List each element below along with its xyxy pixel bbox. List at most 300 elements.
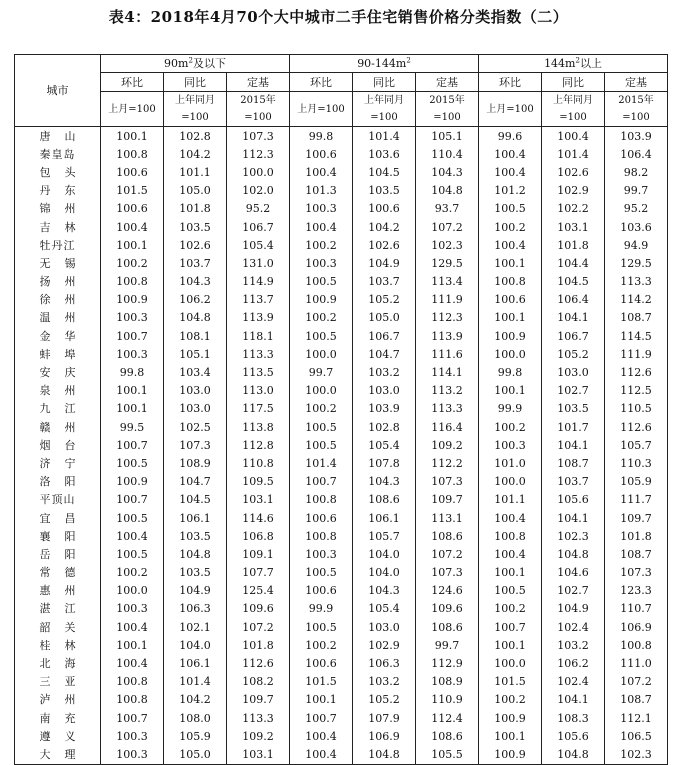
index-value: 100.3 bbox=[290, 200, 353, 218]
index-value: 104.1 bbox=[542, 691, 605, 709]
index-value: 107.3 bbox=[416, 473, 479, 491]
index-value: 100.1 bbox=[479, 564, 542, 582]
index-value: 100.1 bbox=[101, 400, 164, 418]
index-value: 100.4 bbox=[290, 218, 353, 236]
city-name: 烟台 bbox=[15, 436, 101, 454]
index-value: 100.4 bbox=[101, 527, 164, 545]
index-value: 108.6 bbox=[353, 491, 416, 509]
table-row bbox=[15, 309, 668, 327]
city-name: 洛阳 bbox=[15, 473, 101, 491]
index-value: 100.3 bbox=[101, 600, 164, 618]
index-value: 103.0 bbox=[164, 382, 227, 400]
table-row bbox=[15, 145, 668, 163]
index-value: 99.8 bbox=[101, 363, 164, 381]
index-value: 100.4 bbox=[542, 127, 605, 146]
city-name: 徐州 bbox=[15, 291, 101, 309]
table-row bbox=[15, 200, 668, 218]
table-row bbox=[15, 564, 668, 582]
index-value: 100.6 bbox=[290, 582, 353, 600]
index-value: 100.0 bbox=[479, 345, 542, 363]
index-value: 114.6 bbox=[227, 509, 290, 527]
city-name: 蚌埠 bbox=[15, 345, 101, 363]
city-name: 宜昌 bbox=[15, 509, 101, 527]
index-value: 104.1 bbox=[542, 509, 605, 527]
index-value: 100.6 bbox=[101, 163, 164, 181]
table-body bbox=[15, 127, 668, 765]
index-value: 100.1 bbox=[479, 309, 542, 327]
index-value: 99.7 bbox=[416, 636, 479, 654]
index-value: 100.8 bbox=[479, 273, 542, 291]
index-value: 113.1 bbox=[416, 509, 479, 527]
index-value: 106.3 bbox=[353, 654, 416, 672]
index-value: 100.8 bbox=[290, 527, 353, 545]
index-value: 104.8 bbox=[416, 182, 479, 200]
index-value: 103.6 bbox=[605, 218, 668, 236]
table-row bbox=[15, 709, 668, 727]
index-value: 106.7 bbox=[542, 327, 605, 345]
index-value: 100.0 bbox=[290, 382, 353, 400]
index-value: 100.4 bbox=[290, 163, 353, 181]
index-value: 100.5 bbox=[290, 564, 353, 582]
index-value: 113.5 bbox=[227, 363, 290, 381]
index-value: 113.3 bbox=[227, 345, 290, 363]
index-value: 125.4 bbox=[227, 582, 290, 600]
index-value: 103.7 bbox=[353, 273, 416, 291]
base-mom: 上月=100 bbox=[479, 92, 542, 127]
index-value: 107.2 bbox=[227, 618, 290, 636]
index-value: 100.4 bbox=[479, 163, 542, 181]
index-value: 110.5 bbox=[605, 400, 668, 418]
index-value: 105.4 bbox=[227, 236, 290, 254]
table-row bbox=[15, 236, 668, 254]
index-value: 112.6 bbox=[605, 418, 668, 436]
index-value: 100.1 bbox=[290, 691, 353, 709]
index-value: 108.1 bbox=[164, 327, 227, 345]
index-value: 104.3 bbox=[416, 163, 479, 181]
index-value: 107.3 bbox=[416, 564, 479, 582]
index-value: 111.7 bbox=[605, 491, 668, 509]
index-value: 107.2 bbox=[416, 545, 479, 563]
index-value: 104.1 bbox=[542, 309, 605, 327]
index-value: 101.1 bbox=[479, 491, 542, 509]
index-value: 100.5 bbox=[290, 327, 353, 345]
index-value: 102.6 bbox=[164, 236, 227, 254]
base-fixed: 2015年=100 bbox=[605, 92, 668, 127]
base-mom: 上月=100 bbox=[290, 92, 353, 127]
index-value: 107.8 bbox=[353, 454, 416, 472]
index-value: 100.6 bbox=[290, 654, 353, 672]
index-value: 108.9 bbox=[416, 673, 479, 691]
index-value: 106.1 bbox=[164, 509, 227, 527]
index-value: 100.6 bbox=[290, 509, 353, 527]
index-value: 113.9 bbox=[227, 309, 290, 327]
index-value: 110.9 bbox=[416, 691, 479, 709]
table-row bbox=[15, 673, 668, 691]
index-value: 106.7 bbox=[227, 218, 290, 236]
table-row bbox=[15, 254, 668, 272]
index-value: 112.6 bbox=[227, 654, 290, 672]
index-value: 103.5 bbox=[542, 400, 605, 418]
index-value: 105.9 bbox=[164, 727, 227, 745]
index-value: 104.9 bbox=[542, 600, 605, 618]
index-value: 101.7 bbox=[542, 418, 605, 436]
index-value: 104.6 bbox=[542, 564, 605, 582]
subcol-fixed: 定基 bbox=[605, 73, 668, 92]
index-value: 103.7 bbox=[164, 254, 227, 272]
index-value: 100.5 bbox=[290, 436, 353, 454]
index-value: 100.3 bbox=[290, 254, 353, 272]
index-value: 100.0 bbox=[290, 345, 353, 363]
index-value: 110.4 bbox=[416, 145, 479, 163]
index-value: 100.5 bbox=[101, 545, 164, 563]
index-value: 123.3 bbox=[605, 582, 668, 600]
index-value: 104.7 bbox=[164, 473, 227, 491]
table-row bbox=[15, 618, 668, 636]
index-value: 105.0 bbox=[353, 309, 416, 327]
city-name: 丹东 bbox=[15, 182, 101, 200]
index-value: 100.9 bbox=[101, 473, 164, 491]
table-row bbox=[15, 491, 668, 509]
city-name: 襄阳 bbox=[15, 527, 101, 545]
index-value: 100.5 bbox=[290, 618, 353, 636]
table-row bbox=[15, 727, 668, 745]
index-value: 108.0 bbox=[164, 709, 227, 727]
index-value: 103.0 bbox=[353, 618, 416, 636]
index-value: 99.6 bbox=[479, 127, 542, 146]
index-value: 104.0 bbox=[353, 564, 416, 582]
index-value: 108.7 bbox=[605, 309, 668, 327]
group-header-medium: $90-144m^2$ bbox=[290, 55, 479, 73]
index-value: 100.8 bbox=[101, 673, 164, 691]
index-value: 103.5 bbox=[353, 182, 416, 200]
index-value: 95.2 bbox=[227, 200, 290, 218]
index-value: 98.2 bbox=[605, 163, 668, 181]
index-value: 107.3 bbox=[164, 436, 227, 454]
index-value: 105.1 bbox=[164, 345, 227, 363]
index-value: 105.2 bbox=[353, 691, 416, 709]
index-value: 100.6 bbox=[290, 145, 353, 163]
index-value: 106.2 bbox=[542, 654, 605, 672]
table-row bbox=[15, 636, 668, 654]
index-value: 105.1 bbox=[416, 127, 479, 146]
index-value: 105.0 bbox=[164, 182, 227, 200]
index-value: 108.7 bbox=[605, 545, 668, 563]
index-value: 105.5 bbox=[416, 745, 479, 764]
index-value: 103.2 bbox=[542, 636, 605, 654]
index-value: 104.7 bbox=[353, 345, 416, 363]
subcol-yoy: 同比 bbox=[164, 73, 227, 92]
index-value: 100.4 bbox=[479, 509, 542, 527]
table-row bbox=[15, 163, 668, 181]
index-value: 112.1 bbox=[605, 709, 668, 727]
index-value: 103.5 bbox=[164, 218, 227, 236]
index-value: 104.3 bbox=[353, 473, 416, 491]
city-name: 温州 bbox=[15, 309, 101, 327]
index-value: 95.2 bbox=[605, 200, 668, 218]
city-name: 锦州 bbox=[15, 200, 101, 218]
index-value: 104.0 bbox=[164, 636, 227, 654]
city-name: 桂林 bbox=[15, 636, 101, 654]
index-value: 104.0 bbox=[353, 545, 416, 563]
index-value: 100.8 bbox=[479, 527, 542, 545]
index-value: 118.1 bbox=[227, 327, 290, 345]
index-value: 102.2 bbox=[542, 200, 605, 218]
index-value: 100.9 bbox=[479, 327, 542, 345]
index-value: 111.0 bbox=[605, 654, 668, 672]
index-value: 101.5 bbox=[101, 182, 164, 200]
table-row bbox=[15, 582, 668, 600]
city-name: 惠州 bbox=[15, 582, 101, 600]
index-value: 104.5 bbox=[164, 491, 227, 509]
index-value: 102.9 bbox=[542, 182, 605, 200]
index-value: 100.4 bbox=[479, 236, 542, 254]
index-value: 100.8 bbox=[101, 145, 164, 163]
index-value: 102.7 bbox=[542, 582, 605, 600]
index-value: 111.9 bbox=[605, 345, 668, 363]
city-name: 大理 bbox=[15, 745, 101, 764]
index-value: 100.1 bbox=[101, 127, 164, 146]
index-value: 100.2 bbox=[290, 400, 353, 418]
index-value: 104.1 bbox=[542, 436, 605, 454]
index-value: 113.3 bbox=[416, 400, 479, 418]
city-name: 泸州 bbox=[15, 691, 101, 709]
index-value: 102.3 bbox=[542, 527, 605, 545]
index-value: 100.2 bbox=[101, 254, 164, 272]
index-value: 106.3 bbox=[164, 600, 227, 618]
city-name: 南充 bbox=[15, 709, 101, 727]
index-value: 108.6 bbox=[416, 527, 479, 545]
index-value: 100.7 bbox=[101, 436, 164, 454]
base-yoy: 上年同月=100 bbox=[164, 92, 227, 127]
table-row bbox=[15, 418, 668, 436]
index-value: 103.9 bbox=[605, 127, 668, 146]
index-value: 100.4 bbox=[290, 745, 353, 764]
index-value: 100.0 bbox=[479, 654, 542, 672]
index-value: 100.4 bbox=[101, 218, 164, 236]
index-value: 109.7 bbox=[605, 509, 668, 527]
index-value: 99.8 bbox=[479, 363, 542, 381]
index-value: 113.8 bbox=[227, 418, 290, 436]
index-value: 100.2 bbox=[479, 691, 542, 709]
subcol-mom: 环比 bbox=[479, 73, 542, 92]
city-name: 济宁 bbox=[15, 454, 101, 472]
subcol-yoy: 同比 bbox=[353, 73, 416, 92]
index-value: 101.0 bbox=[479, 454, 542, 472]
index-value: 100.2 bbox=[290, 236, 353, 254]
index-value: 109.6 bbox=[416, 600, 479, 618]
table-row bbox=[15, 473, 668, 491]
index-value: 106.8 bbox=[227, 527, 290, 545]
index-value: 100.4 bbox=[101, 654, 164, 672]
index-value: 104.2 bbox=[353, 218, 416, 236]
index-value: 106.1 bbox=[353, 509, 416, 527]
index-value: 100.9 bbox=[479, 745, 542, 764]
index-value: 104.4 bbox=[542, 254, 605, 272]
index-value: 100.4 bbox=[290, 727, 353, 745]
index-value: 102.8 bbox=[353, 418, 416, 436]
index-value: 105.7 bbox=[605, 436, 668, 454]
index-value: 107.3 bbox=[227, 127, 290, 146]
index-value: 100.7 bbox=[101, 491, 164, 509]
index-value: 101.4 bbox=[353, 127, 416, 146]
index-value: 100.5 bbox=[101, 454, 164, 472]
index-value: 105.9 bbox=[605, 473, 668, 491]
table-header bbox=[15, 55, 668, 127]
index-value: 111.9 bbox=[416, 291, 479, 309]
index-value: 93.7 bbox=[416, 200, 479, 218]
city-name: 秦皇岛 bbox=[15, 145, 101, 163]
index-value: 100.4 bbox=[101, 618, 164, 636]
index-value: 113.4 bbox=[416, 273, 479, 291]
index-value: 100.7 bbox=[290, 473, 353, 491]
index-value: 100.3 bbox=[290, 545, 353, 563]
index-value: 107.2 bbox=[416, 218, 479, 236]
index-value: 107.2 bbox=[605, 673, 668, 691]
group-header-small: $90m^2$及以下 bbox=[101, 55, 290, 73]
table-row bbox=[15, 218, 668, 236]
index-value: 111.6 bbox=[416, 345, 479, 363]
index-value: 112.4 bbox=[416, 709, 479, 727]
index-value: 101.1 bbox=[164, 163, 227, 181]
city-name: 湛江 bbox=[15, 600, 101, 618]
index-value: 108.2 bbox=[227, 673, 290, 691]
index-value: 104.8 bbox=[353, 745, 416, 764]
city-name: 岳阳 bbox=[15, 545, 101, 563]
index-value: 112.5 bbox=[605, 382, 668, 400]
city-name: 赣州 bbox=[15, 418, 101, 436]
index-value: 113.7 bbox=[227, 291, 290, 309]
index-value: 108.7 bbox=[542, 454, 605, 472]
table-row bbox=[15, 345, 668, 363]
index-value: 108.9 bbox=[164, 454, 227, 472]
index-value: 100.8 bbox=[101, 691, 164, 709]
index-value: 109.1 bbox=[227, 545, 290, 563]
index-value: 100.9 bbox=[290, 291, 353, 309]
index-value: 103.1 bbox=[542, 218, 605, 236]
index-value: 100.7 bbox=[101, 327, 164, 345]
table-row bbox=[15, 527, 668, 545]
index-value: 104.5 bbox=[542, 273, 605, 291]
subcol-yoy: 同比 bbox=[542, 73, 605, 92]
index-value: 112.8 bbox=[227, 436, 290, 454]
index-value: 100.2 bbox=[101, 564, 164, 582]
index-value: 106.4 bbox=[605, 145, 668, 163]
index-value: 99.9 bbox=[290, 600, 353, 618]
index-value: 113.3 bbox=[605, 273, 668, 291]
subcol-fixed: 定基 bbox=[227, 73, 290, 92]
index-value: 99.7 bbox=[290, 363, 353, 381]
index-value: 102.6 bbox=[542, 163, 605, 181]
index-value: 106.4 bbox=[542, 291, 605, 309]
index-value: 100.3 bbox=[479, 436, 542, 454]
index-value: 104.5 bbox=[353, 163, 416, 181]
table-row bbox=[15, 509, 668, 527]
index-value: 106.9 bbox=[605, 618, 668, 636]
index-value: 131.0 bbox=[227, 254, 290, 272]
subcol-mom: 环比 bbox=[290, 73, 353, 92]
index-value: 108.3 bbox=[542, 709, 605, 727]
table-row bbox=[15, 436, 668, 454]
index-value: 105.7 bbox=[353, 527, 416, 545]
index-value: 110.3 bbox=[605, 454, 668, 472]
index-value: 109.5 bbox=[227, 473, 290, 491]
index-value: 106.1 bbox=[164, 654, 227, 672]
index-value: 102.5 bbox=[164, 418, 227, 436]
subcol-mom: 环比 bbox=[101, 73, 164, 92]
base-yoy: 上年同月=100 bbox=[542, 92, 605, 127]
city-name: 韶关 bbox=[15, 618, 101, 636]
table-row bbox=[15, 654, 668, 672]
index-value: 100.7 bbox=[479, 618, 542, 636]
index-value: 100.9 bbox=[101, 291, 164, 309]
index-value: 99.7 bbox=[605, 182, 668, 200]
table-row bbox=[15, 327, 668, 345]
table-row bbox=[15, 127, 668, 146]
index-value: 113.0 bbox=[227, 382, 290, 400]
index-value: 100.4 bbox=[479, 145, 542, 163]
index-value: 100.1 bbox=[101, 636, 164, 654]
index-value: 104.8 bbox=[164, 309, 227, 327]
index-value: 100.3 bbox=[101, 745, 164, 764]
index-value: 109.2 bbox=[416, 436, 479, 454]
base-fixed: 2015年=100 bbox=[227, 92, 290, 127]
index-value: 100.2 bbox=[479, 418, 542, 436]
index-value: 103.0 bbox=[353, 382, 416, 400]
index-value: 94.9 bbox=[605, 236, 668, 254]
city-header: 城市 bbox=[15, 55, 101, 127]
index-value: 104.9 bbox=[164, 582, 227, 600]
index-value: 100.5 bbox=[101, 509, 164, 527]
index-value: 100.1 bbox=[479, 254, 542, 272]
index-value: 101.8 bbox=[542, 236, 605, 254]
index-value: 106.9 bbox=[353, 727, 416, 745]
index-value: 100.5 bbox=[290, 418, 353, 436]
index-value: 106.2 bbox=[164, 291, 227, 309]
index-value: 100.5 bbox=[479, 582, 542, 600]
index-value: 100.6 bbox=[479, 291, 542, 309]
index-value: 101.8 bbox=[227, 636, 290, 654]
city-name: 平顶山 bbox=[15, 491, 101, 509]
index-value: 103.5 bbox=[164, 527, 227, 545]
index-value: 100.1 bbox=[479, 382, 542, 400]
index-value: 100.1 bbox=[101, 382, 164, 400]
table-row bbox=[15, 745, 668, 764]
index-value: 101.4 bbox=[542, 145, 605, 163]
table-row bbox=[15, 382, 668, 400]
city-name: 牡丹江 bbox=[15, 236, 101, 254]
index-value: 105.6 bbox=[542, 727, 605, 745]
city-name: 北海 bbox=[15, 654, 101, 672]
index-value: 102.1 bbox=[164, 618, 227, 636]
index-value: 113.2 bbox=[416, 382, 479, 400]
city-name: 泉州 bbox=[15, 382, 101, 400]
index-value: 101.5 bbox=[479, 673, 542, 691]
price-index-table bbox=[14, 54, 668, 765]
index-value: 105.2 bbox=[542, 345, 605, 363]
index-value: 114.9 bbox=[227, 273, 290, 291]
index-value: 101.4 bbox=[164, 673, 227, 691]
table-title: 表4：2018年4月70个大中城市二手住宅销售价格分类指数（二） bbox=[108, 8, 569, 26]
index-value: 109.7 bbox=[416, 491, 479, 509]
index-value: 107.7 bbox=[227, 564, 290, 582]
index-value: 103.0 bbox=[164, 400, 227, 418]
city-name: 三亚 bbox=[15, 673, 101, 691]
index-value: 100.3 bbox=[101, 727, 164, 745]
index-value: 108.6 bbox=[416, 727, 479, 745]
index-value: 106.5 bbox=[605, 727, 668, 745]
index-value: 100.8 bbox=[290, 491, 353, 509]
index-value: 104.8 bbox=[542, 745, 605, 764]
